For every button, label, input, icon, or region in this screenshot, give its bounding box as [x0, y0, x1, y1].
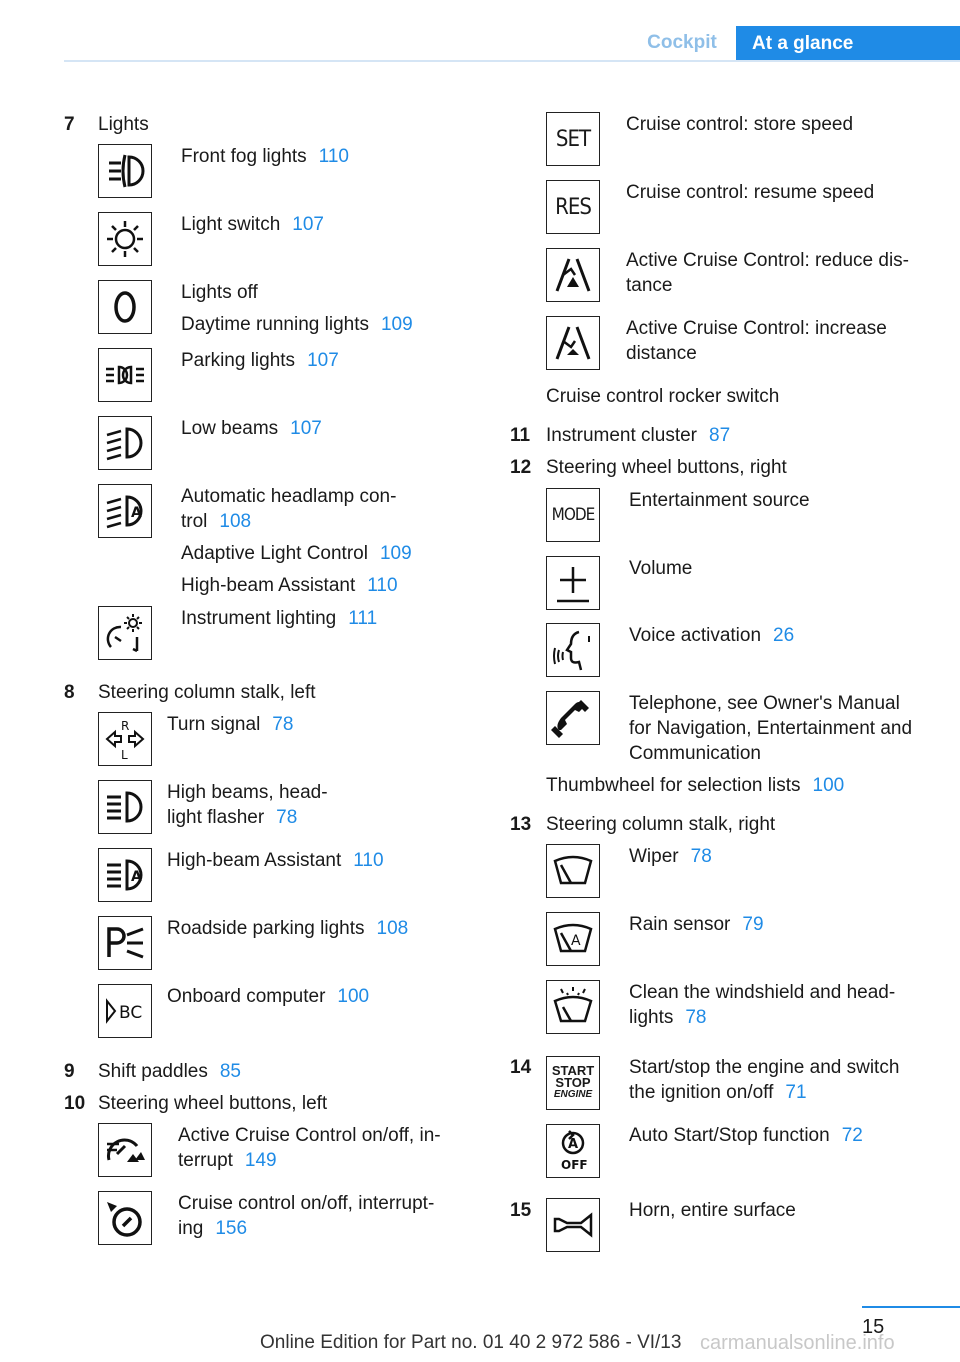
- wiper-icon: [546, 844, 600, 898]
- reduce-distance-label: Active Cruise Control: reduce dis-: [626, 250, 909, 271]
- page-link[interactable]: 78: [685, 1007, 707, 1028]
- automatic-headlamp-label: Automatic headlamp con-: [181, 486, 397, 507]
- lights-off-icon: [98, 280, 152, 334]
- page-link[interactable]: 26: [773, 625, 795, 646]
- auto-off-glyph: OFF: [561, 1158, 588, 1172]
- reduce-distance-label-cont: tance: [626, 275, 673, 296]
- onboard-computer-label: Onboard computer 100: [167, 986, 370, 1007]
- active-cruise-control-icon: [98, 1123, 152, 1177]
- turn-l-glyph: L: [121, 748, 128, 761]
- page-link[interactable]: 108: [376, 918, 409, 939]
- horn-label: Horn, entire surface: [629, 1200, 796, 1221]
- item-number: 15: [510, 1200, 532, 1221]
- page-link[interactable]: 109: [379, 543, 412, 564]
- automatic-headlamp-label-cont: trol 108: [181, 511, 252, 532]
- increase-distance-label: Active Cruise Control: increase: [626, 318, 887, 339]
- item-number: 11: [510, 425, 531, 446]
- header-rule: [64, 60, 960, 62]
- telephone-icon: [546, 691, 600, 745]
- roadside-parking-lights-label: Roadside parking lights 108: [167, 918, 409, 939]
- res-glyph: RES: [555, 194, 591, 220]
- telephone-label-cont: for Navigation, Entertainment and: [629, 718, 913, 739]
- washer-label: Clean the windshield and head-: [629, 982, 896, 1003]
- cruise-control-label: Cruise control on/off, interrupt-: [178, 1193, 435, 1214]
- page-link[interactable]: 78: [272, 714, 294, 735]
- edition-footer: Online Edition for Part no. 01 40 2 972 586 - VI/13: [260, 1332, 682, 1353]
- section-title: Steering column stalk, right: [546, 814, 776, 835]
- turn-r-glyph: R: [121, 719, 130, 733]
- page-link[interactable]: 110: [318, 146, 349, 167]
- high-beam-assistant-label: High-beam Assistant 110: [167, 850, 384, 871]
- section-title: Shift paddles 85: [98, 1061, 241, 1082]
- start-stop-label-cont: the ignition on/off 71: [629, 1082, 807, 1103]
- adaptive-light-control-label: Adaptive Light Control 109: [181, 543, 412, 564]
- high-beam-assistant-icon: [98, 848, 152, 902]
- watermark: carmanualsonline.info: [700, 1332, 895, 1354]
- page-link[interactable]: 108: [219, 511, 252, 532]
- page-link[interactable]: 100: [812, 775, 845, 796]
- instrument-lighting-icon: [98, 606, 152, 660]
- high-beams-label-cont: light flasher 78: [167, 807, 298, 828]
- telephone-label-cont2: Communication: [629, 743, 761, 764]
- start-glyph: START: [551, 1063, 595, 1078]
- page-link[interactable]: 107: [290, 418, 322, 439]
- tab-at-a-glance[interactable]: At a glance: [736, 26, 960, 62]
- page-link[interactable]: 72: [841, 1125, 863, 1146]
- tab-cockpit[interactable]: Cockpit: [647, 32, 717, 53]
- mode-glyph: MODE: [551, 505, 595, 525]
- reduce-distance-icon: [546, 248, 600, 302]
- section-title: Lights: [98, 114, 149, 135]
- set-icon: [546, 112, 600, 166]
- front-fog-lights-label: Front fog lights 110: [181, 146, 349, 167]
- wiper-label: Wiper 78: [629, 846, 712, 867]
- active-cruise-control-label: Active Cruise Control on/off, in-: [178, 1125, 441, 1146]
- item-number: 13: [510, 814, 532, 835]
- page-link[interactable]: 85: [219, 1061, 241, 1082]
- rocker-switch-label: Cruise control rocker switch: [546, 386, 780, 407]
- item-number: 9: [64, 1061, 75, 1082]
- parking-lights-label: Parking lights 107: [181, 350, 339, 371]
- onboard-computer-icon: [98, 984, 152, 1038]
- high-beam-assistant-label: High-beam Assistant 110: [181, 575, 398, 596]
- page-link[interactable]: 71: [785, 1082, 807, 1103]
- volume-icon: [546, 556, 600, 610]
- cruise-control-label-cont: ing 156: [178, 1218, 248, 1239]
- voice-activation-label: Voice activation 26: [629, 625, 795, 646]
- page-link[interactable]: 79: [742, 914, 764, 935]
- section-title: Instrument cluster 87: [546, 425, 731, 446]
- item-number: 10: [64, 1093, 86, 1114]
- high-beams-label: High beams, head-: [167, 782, 328, 803]
- parking-lights-icon: [98, 348, 152, 402]
- start-stop-label: Start/stop the engine and switch: [629, 1057, 900, 1078]
- volume-label: Volume: [629, 558, 693, 579]
- voice-activation-icon: [546, 623, 600, 677]
- lights-off-label: Lights off: [181, 282, 258, 303]
- bc-glyph: BC: [119, 1003, 143, 1023]
- page-link[interactable]: 100: [337, 986, 370, 1007]
- auto-a-icon-glyph: A: [568, 1137, 579, 1152]
- increase-distance-label-cont: distance: [626, 343, 697, 364]
- page-link[interactable]: 110: [353, 850, 384, 871]
- washer-icon: [546, 980, 600, 1034]
- instrument-lighting-label: Instrument lighting 111: [181, 608, 378, 629]
- section-title: Steering wheel buttons, right: [546, 457, 787, 478]
- daytime-running-lights-label: Daytime running lights 109: [181, 314, 413, 335]
- washer-label-cont: lights 78: [629, 1007, 707, 1028]
- rain-sensor-icon: [546, 912, 600, 966]
- page-link[interactable]: 78: [276, 807, 298, 828]
- hba-a-glyph: A: [131, 869, 142, 885]
- stop-glyph: STOP: [555, 1075, 591, 1090]
- turn-signal-icon: [98, 712, 152, 766]
- high-beams-icon: [98, 780, 152, 834]
- entertainment-source-label: Entertainment source: [629, 490, 810, 511]
- page-link[interactable]: 87: [709, 425, 731, 446]
- page-link[interactable]: 107: [307, 350, 339, 371]
- page-link[interactable]: 107: [292, 214, 324, 235]
- rain-a-glyph: A: [571, 933, 581, 949]
- light-switch-label: Light switch 107: [181, 214, 324, 235]
- rain-sensor-label: Rain sensor 79: [629, 914, 764, 935]
- page-link[interactable]: 149: [244, 1150, 277, 1171]
- thumbwheel-label: Thumbwheel for selection lists 100: [546, 775, 845, 796]
- light-switch-icon: [98, 212, 152, 266]
- auto-start-stop-label: Auto Start/Stop function 72: [629, 1125, 863, 1146]
- footer-rule: [862, 1306, 960, 1308]
- mode-icon: [546, 488, 600, 542]
- roadside-parking-lights-icon: [98, 916, 152, 970]
- low-beams-label: Low beams 107: [181, 418, 322, 439]
- page-link[interactable]: 111: [348, 608, 378, 629]
- set-glyph: SET: [555, 126, 591, 152]
- page-link[interactable]: 78: [690, 846, 712, 867]
- page-link[interactable]: 109: [380, 314, 413, 335]
- auto-start-stop-icon: [546, 1124, 600, 1178]
- page-number: 15: [862, 1316, 885, 1338]
- page-link[interactable]: 110: [367, 575, 398, 596]
- automatic-headlamp-icon: [98, 484, 152, 538]
- start-stop-icon: [546, 1056, 600, 1110]
- low-beams-icon: [98, 416, 152, 470]
- front-fog-lights-icon: [98, 144, 152, 198]
- increase-distance-icon: [546, 316, 600, 370]
- item-number: 12: [510, 457, 532, 478]
- active-cruise-control-label-cont: terrupt 149: [178, 1150, 277, 1171]
- section-title: Steering column stalk, left: [98, 682, 316, 703]
- page-link[interactable]: 156: [215, 1218, 248, 1239]
- cruise-resume-speed-label: Cruise control: resume speed: [626, 182, 875, 203]
- engine-glyph: ENGINE: [553, 1089, 593, 1100]
- turn-signal-label: Turn signal 78: [167, 714, 294, 735]
- section-title: Steering wheel buttons, left: [98, 1093, 328, 1114]
- cruise-store-speed-label: Cruise control: store speed: [626, 114, 854, 135]
- item-number: 7: [64, 114, 75, 135]
- telephone-label: Telephone, see Owner's Manual: [629, 693, 900, 714]
- horn-icon: [546, 1198, 600, 1252]
- auto-a-glyph: A: [131, 505, 142, 521]
- item-number: 8: [64, 682, 75, 703]
- item-number: 14: [510, 1057, 532, 1078]
- res-icon: [546, 180, 600, 234]
- cruise-control-icon: [98, 1191, 152, 1245]
